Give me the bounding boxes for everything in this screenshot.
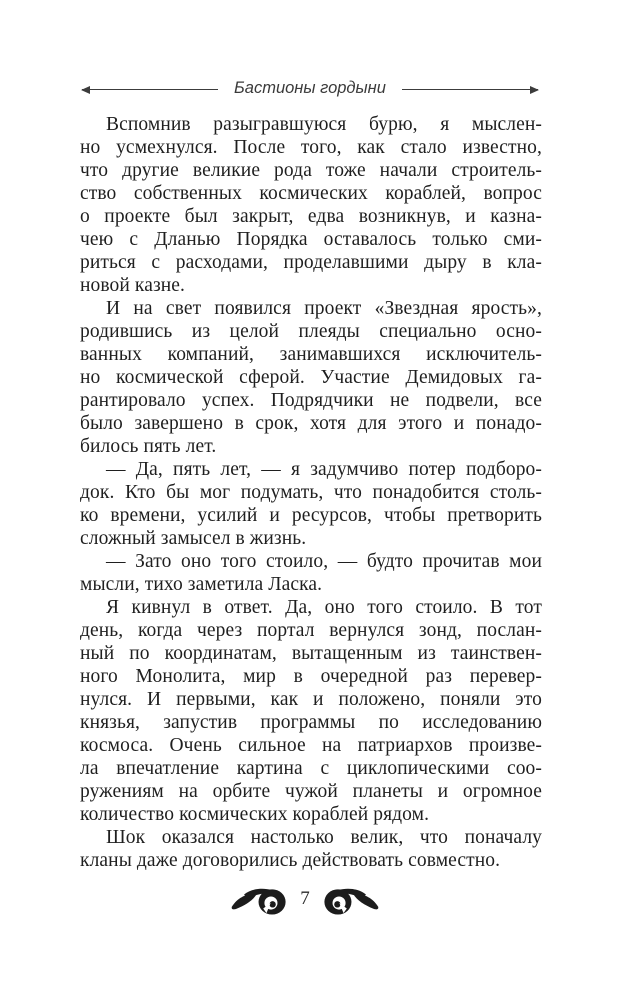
- text-line: риться с расходами, проделавшими дыру в кла-: [80, 252, 542, 273]
- text-line: — Да, пять лет, — я задумчиво потер подборо-: [106, 459, 542, 480]
- paragraph: [80, 826, 542, 872]
- text-line: родившись из целой плеяды специально осно-: [80, 321, 542, 342]
- text-line: билось пять лет.: [80, 436, 217, 457]
- text-line: мысли, тихо заметила Ласка.: [80, 574, 323, 595]
- left-arrow-rule: [82, 89, 218, 91]
- text-line: нулся. И первыми, как и положено, поняли это: [80, 689, 542, 710]
- text-line: ружениям на орбите чужой планеты и огромное: [80, 781, 542, 802]
- text-line: было завершено в срок, хотя для этого и понадо-: [80, 413, 542, 434]
- flourish-right-icon: [323, 884, 379, 918]
- text-line: ного Монолита, мир в очередной раз перевер-: [80, 666, 542, 687]
- text-line: ванных компаний, занимавшихся исключитель-: [80, 344, 542, 365]
- text-line: что другие великие рода тоже начали строитель-: [80, 160, 542, 181]
- running-head: [82, 80, 538, 99]
- text-line: ный по координатам, вытащенным из таинствен-: [80, 643, 542, 664]
- text-line: Шок оказался настолько велик, что поначалу: [106, 827, 542, 848]
- paragraph: [80, 550, 542, 596]
- text-line: — Зато оно того стоило, — будто прочитав мои: [106, 551, 542, 572]
- text-line: количество космических кораблей рядом.: [80, 804, 430, 825]
- paragraph: [80, 297, 542, 458]
- page-number: 7: [300, 888, 310, 909]
- text-line: чею с Дланью Порядка оставалось только сми-: [80, 229, 542, 250]
- text-line: кланы даже договорились действовать совместно.: [80, 850, 501, 871]
- paragraph: [80, 458, 542, 550]
- text-line: ла впечатление картина с циклопическими соо-: [80, 758, 542, 779]
- text-line: но космической сферой. Участие Демидовых га-: [80, 367, 542, 388]
- page-footer: [0, 884, 610, 918]
- text-line: сложный замысел в жизнь.: [80, 528, 307, 549]
- text-line: Я кивнул в ответ. Да, оно того стоило. В тот: [106, 597, 542, 618]
- text-line: И на свет появился проект «Звездная ярость»,: [106, 298, 542, 319]
- page-header-title: Бастионы гордыни: [234, 79, 386, 97]
- text-line: день, когда через портал вернулся зонд, послан-: [80, 620, 542, 641]
- text-line: док. Кто бы мог подумать, что понадобится столь-: [80, 482, 542, 503]
- text-line: но усмехнулся. После того, как стало известно,: [80, 137, 542, 158]
- text-line: рантировало успех. Подрядчики не подвели, все: [80, 390, 542, 411]
- text-line: космоса. Очень сильное на патриархов произве-: [80, 735, 542, 756]
- text-line: князья, запустив программы по исследованию: [80, 712, 542, 733]
- text-line: новой казне.: [80, 275, 186, 296]
- text-line: ко времени, усилий и ресурсов, чтобы претворить: [80, 505, 542, 526]
- flourish-left-icon: [231, 884, 287, 918]
- text-line: о проекте был закрыт, едва возникнув, и казна-: [80, 206, 542, 227]
- paragraph: [80, 113, 542, 297]
- paragraph: [80, 596, 542, 826]
- right-arrow-rule: [402, 89, 538, 91]
- text-line: ство собственных космических кораблей, вопрос: [80, 183, 542, 204]
- text-line: Вспомнив разыгравшуюся бурю, я мыслен-: [106, 114, 542, 135]
- page-body: [80, 113, 542, 872]
